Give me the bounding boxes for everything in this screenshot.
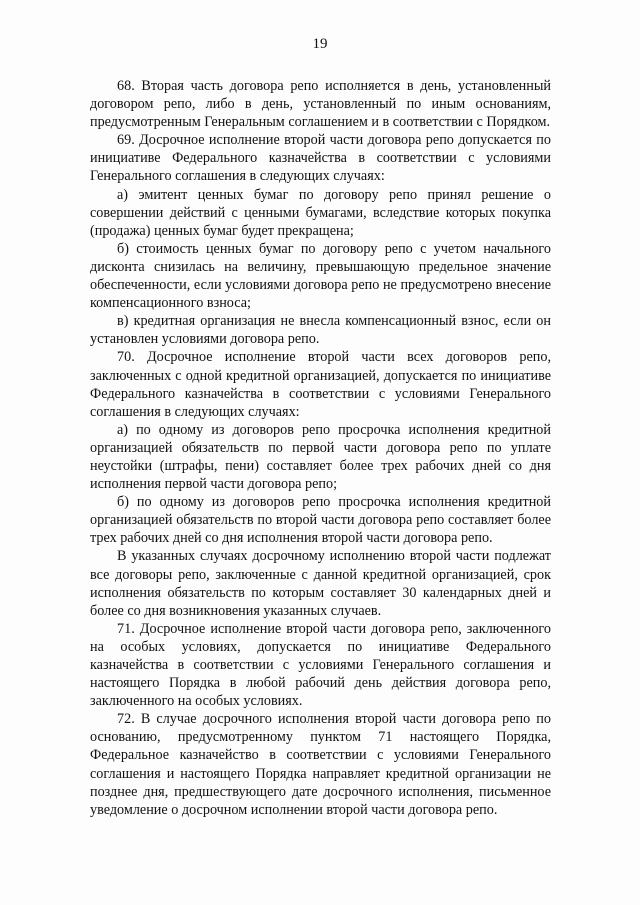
paragraph-69-v: в) кредитная организация не внесла компенсационный взнос, если он установлен условиями договора репо. bbox=[90, 313, 551, 348]
paragraph-70-b: б) по одному из договоров репо просрочка исполнения кредитной организацией обязательств по второй части договора репо составляет более трех рабочих дней со дня исполнения второй части договора репо. bbox=[90, 494, 551, 547]
paragraph-72: 72. В случае досрочного исполнения второй части договора репо по основанию, предусмотренному пунктом 71 настоящего Порядка, Федеральное казначейство в соответствии с условиями Генерального соглашения и настоящего Порядка направляет кредитной организации не позднее дня, предшествующего дате досрочного исполнения, письменное уведомление о досрочном исполнении второй части договора репо. bbox=[90, 711, 551, 818]
paragraph-68: 68. Вторая часть договора репо исполняется в день, установленный договором репо, либо в день, установленный по иным основаниям, предусмотренным Генеральным соглашением и в соответствии с Порядком. bbox=[90, 78, 551, 131]
paragraph-70: 70. Досрочное исполнение второй части всех договоров репо, заключенных с одной кредитной организацией, допускается по инициативе Федерального казначейства в соответствии с условиями Генерального соглашения в следующих случаях: bbox=[90, 349, 551, 420]
paragraph-69-a: а) эмитент ценных бумаг по договору репо принял решение о совершении действий с ценными бумагами, вследствие которых покупка (продажа) ценных бумаг будет прекращена; bbox=[90, 186, 551, 239]
paragraph-69-b: б) стоимость ценных бумаг по договору репо с учетом начального дисконта снизилась на величину, превышающую предельное значение обеспеченности, если условиями договора репо не предусмотрено внесение компенсационного взноса; bbox=[90, 240, 551, 312]
paragraph-70-note: В указанных случаях досрочному исполнению второй части подлежат все договоры репо, заключенные с данной кредитной организацией, срок исполнения обязательств по которым составляет 30 календарных дней и более со дня возникновения указанных случаев. bbox=[90, 548, 551, 619]
paragraph-69: 69. Досрочное исполнение второй части договора репо допускается по инициативе Федерального казначейства в соответствии с условиями Генерального соглашения в следующих случаях: bbox=[90, 132, 551, 185]
paragraph-71: 71. Досрочное исполнение второй части договора репо, заключенного на особых условиях, допускается по инициативе Федерального казначейства в соответствии с условиями Генерального соглашения и настоящего Порядка в любой рабочий день действия договора репо, заключенного на особых условиях. bbox=[90, 620, 551, 710]
document-body bbox=[90, 77, 551, 819]
page-number: 19 bbox=[312, 36, 328, 52]
paragraph-70-a: а) по одному из договоров репо просрочка исполнения кредитной организацией обязательств по первой части договора репо по уплате неустойки (штрафы, пени) составляет более трех рабочих дней со дня исполнения первой части договора репо; bbox=[90, 421, 551, 493]
